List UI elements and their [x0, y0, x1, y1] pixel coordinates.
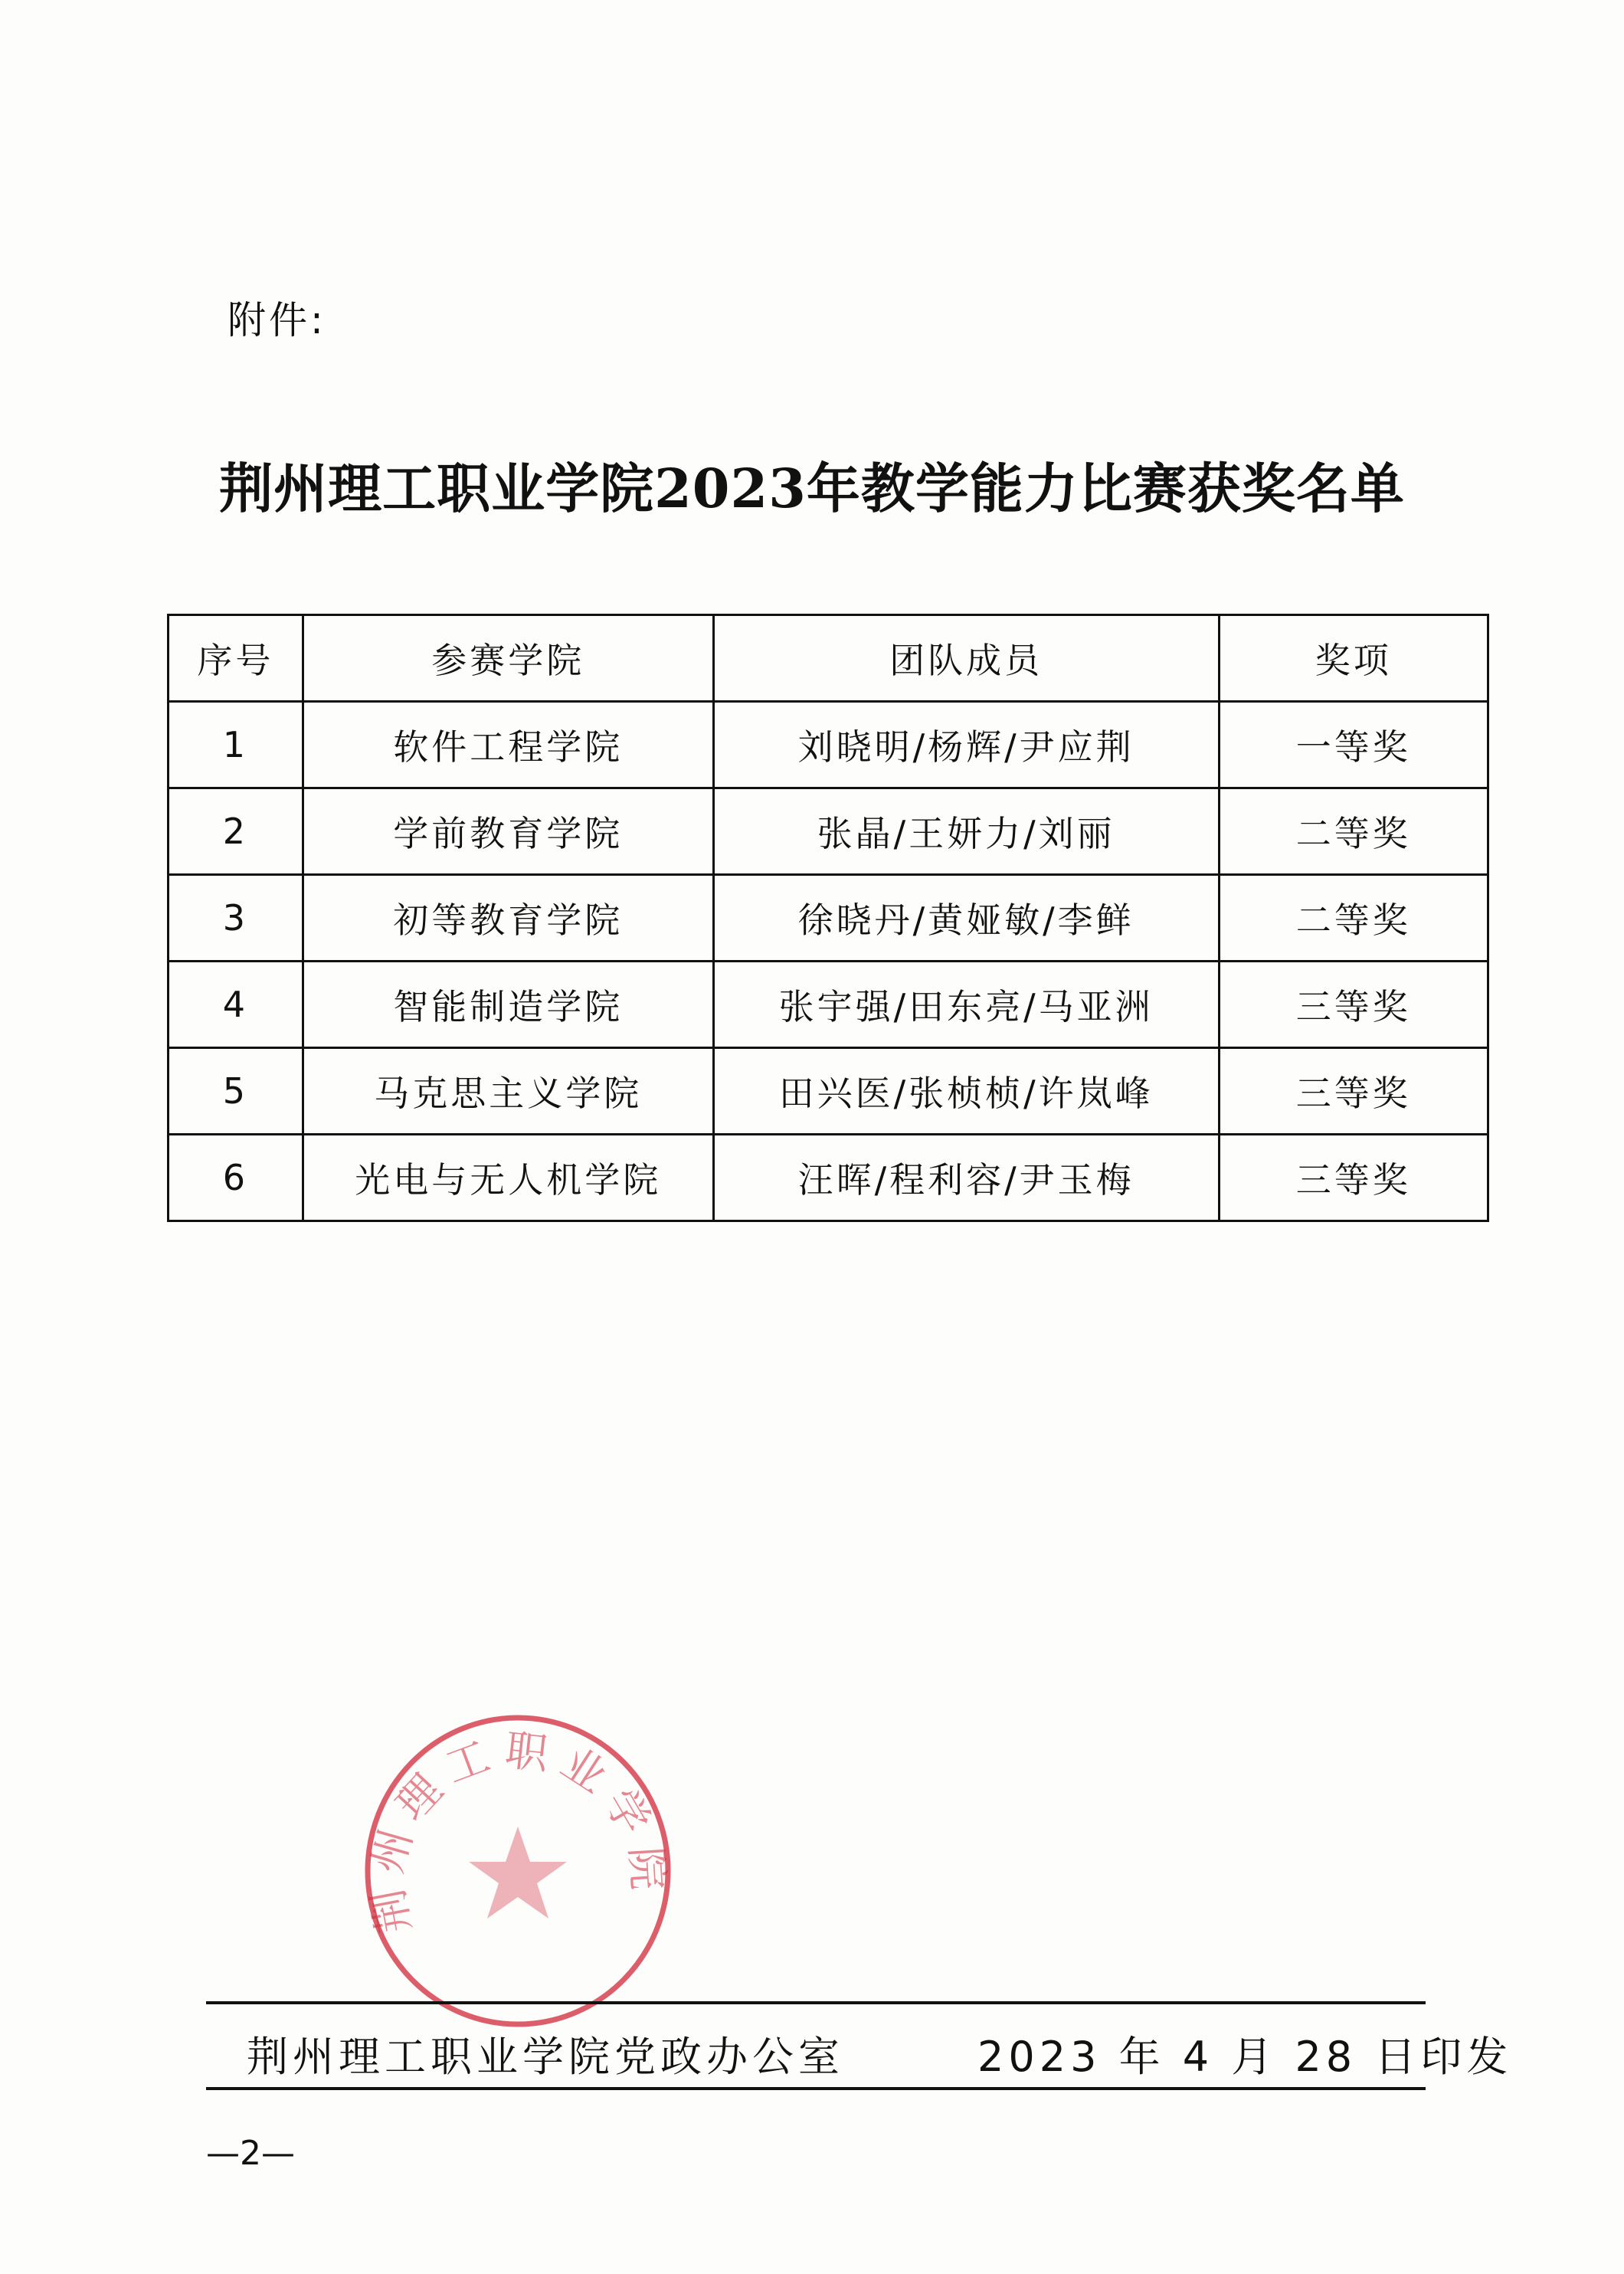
table-row [169, 702, 1488, 788]
cell-college: 马克思主义学院 [303, 1048, 713, 1135]
cell-award: 三等奖 [1219, 1135, 1488, 1221]
table-row [169, 788, 1488, 875]
attachment-label: 附件: [228, 298, 326, 342]
issue-date: 2023 年 4 月 28 日印发 [977, 2033, 1513, 2081]
cell-members: 刘晓明/杨辉/尹应荆 [713, 702, 1219, 788]
header-college: 参赛学院 [303, 615, 713, 702]
cell-members: 汪晖/程利容/尹玉梅 [713, 1135, 1219, 1221]
cell-award: 三等奖 [1219, 1048, 1488, 1135]
cell-college: 光电与无人机学院 [303, 1135, 713, 1221]
document-title: 荆州理工职业学院2023年教学能力比赛获奖名单 [219, 457, 1405, 520]
issuer: 荆州理工职业学院党政办公室 [247, 2033, 844, 2081]
award-table [167, 614, 1489, 1222]
cell-members: 徐晓丹/黄娅敏/李鲜 [713, 875, 1219, 962]
header-award: 奖项 [1219, 615, 1488, 702]
table-header-row [169, 615, 1488, 702]
cell-index: 6 [169, 1135, 303, 1221]
cell-index: 1 [169, 702, 303, 788]
table-row [169, 875, 1488, 962]
cell-college: 初等教育学院 [303, 875, 713, 962]
cell-index: 2 [169, 788, 303, 875]
cell-members: 田兴医/张桢桢/许岚峰 [713, 1048, 1219, 1135]
header-members: 团队成员 [713, 615, 1219, 702]
svg-text:荆州理工职业学院: 荆州理工职业学院 [362, 1725, 673, 1937]
cell-award: 二等奖 [1219, 875, 1488, 962]
cell-members: 张晶/王妍力/刘丽 [713, 788, 1219, 875]
cell-members: 张宇强/田东亮/马亚洲 [713, 962, 1219, 1048]
table-row [169, 1135, 1488, 1221]
cell-college: 学前教育学院 [303, 788, 713, 875]
footer-bottom-rule [206, 2087, 1426, 2090]
table-row [169, 1048, 1488, 1135]
cell-college: 软件工程学院 [303, 702, 713, 788]
cell-award: 三等奖 [1219, 962, 1488, 1048]
cell-index: 5 [169, 1048, 303, 1135]
header-index: 序号 [169, 615, 303, 702]
official-seal [359, 1712, 677, 2030]
page-number: —2— [206, 2134, 295, 2173]
table-row [169, 962, 1488, 1048]
cell-college: 智能制造学院 [303, 962, 713, 1048]
cell-index: 4 [169, 962, 303, 1048]
footer-top-rule [206, 2001, 1426, 2004]
cell-award: 二等奖 [1219, 788, 1488, 875]
cell-award: 一等奖 [1219, 702, 1488, 788]
cell-index: 3 [169, 875, 303, 962]
